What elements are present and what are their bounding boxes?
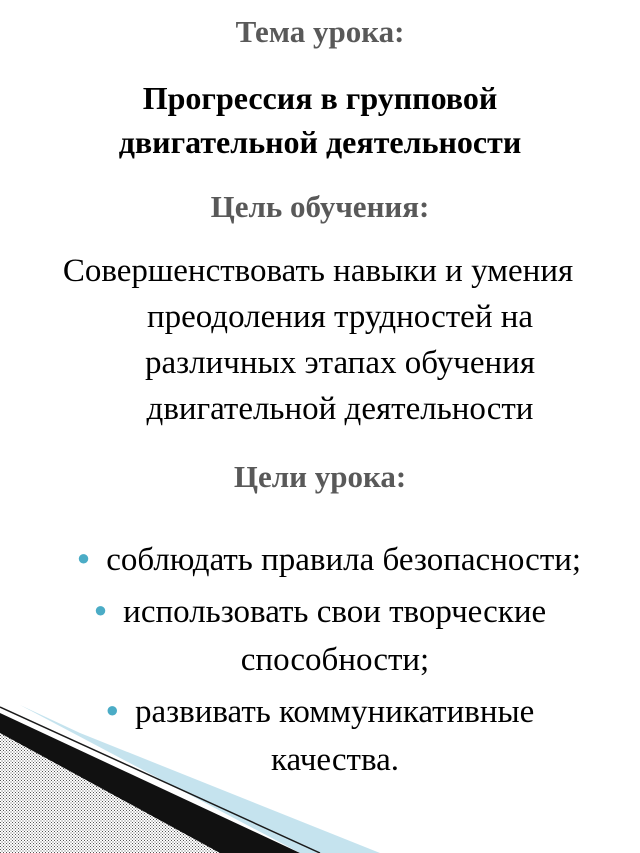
- goal-heading: Цель обучения:: [210, 189, 430, 224]
- objectives-heading: Цели урока:: [233, 459, 407, 494]
- topic-title-line: двигательной деятельности: [118, 124, 522, 160]
- goal-text-line: преодоления трудностей на: [146, 299, 534, 335]
- goal-text-line: двигательной деятельности: [146, 391, 534, 427]
- dot-bullet-icon: ●: [105, 697, 119, 722]
- list-item: [0, 534, 640, 584]
- goal-text: [0, 248, 640, 432]
- dot-bullet-icon: ●: [93, 597, 108, 622]
- topic-title-line: Прогрессия в групповой: [142, 80, 498, 116]
- objective-text: соблюдать правила безопасности;: [106, 542, 582, 578]
- objective-text: использовать свои творческие: [123, 594, 547, 630]
- topic-heading: Тема урока:: [235, 14, 405, 49]
- dot-bullet-icon: ●: [76, 545, 91, 570]
- topic-title: [0, 76, 640, 164]
- list-item: [0, 586, 640, 684]
- corner-decoration: [0, 693, 640, 853]
- objective-text-continued: способности;: [240, 642, 430, 678]
- objective-text: развивать коммуникативные: [134, 694, 535, 730]
- objective-text-continued: качества.: [270, 742, 400, 778]
- goal-text-line: Совершенствовать навыки и умения: [62, 253, 574, 289]
- goal-text-line: различных этапах обучения: [144, 345, 536, 381]
